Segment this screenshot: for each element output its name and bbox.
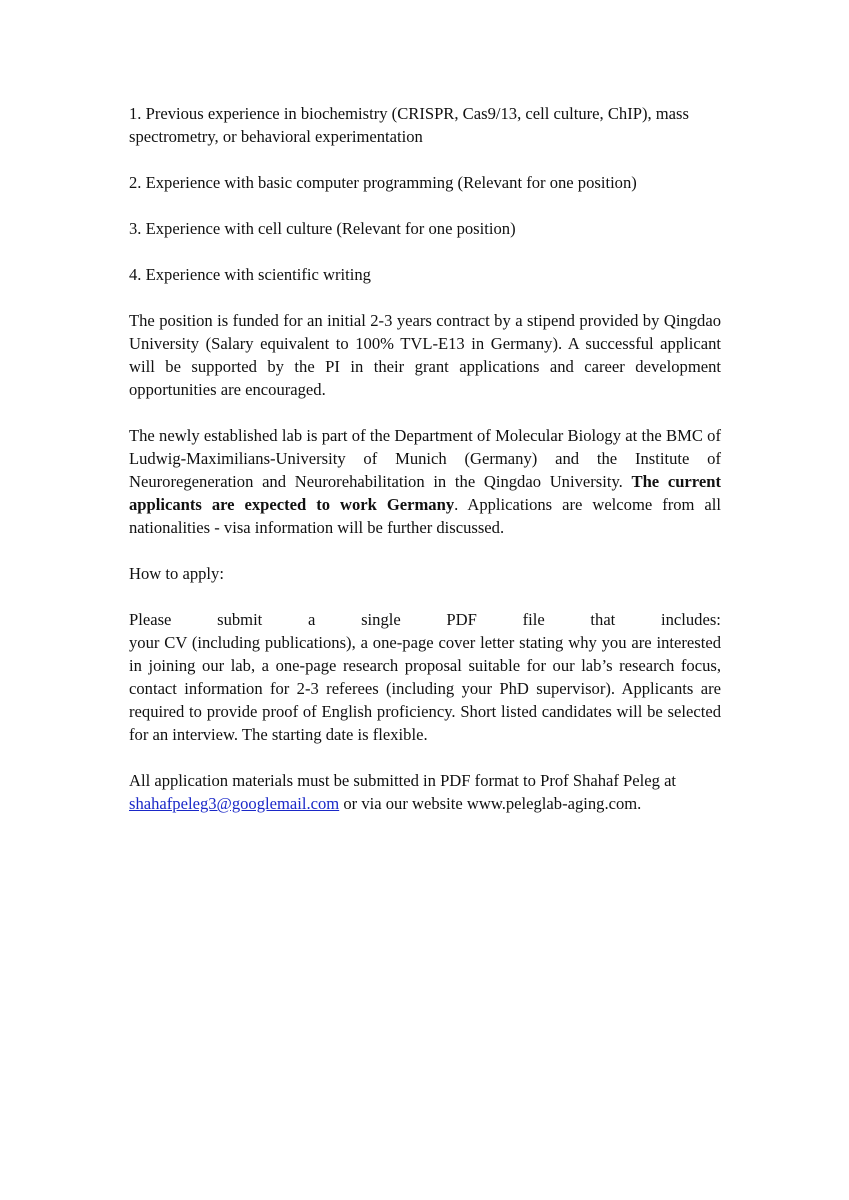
closing-text-end: or via our website www.peleglab-aging.com. xyxy=(339,794,642,813)
requirement-1: 1. Previous experience in biochemistry (CRISPR, Cas9/13, cell culture, ChIP), mass spectrometry, or behavioral experimentation xyxy=(129,104,689,146)
submit-first-line xyxy=(129,608,721,631)
word: file xyxy=(522,610,545,629)
lab-paragraph-text: The newly established lab is part of the Department of Molecular Biology at the BMC of Ludwig-Maximilians-University of Munich (Germany) and the Institute of Neuroregeneration and Neurorehabilitation in the Qingdao University. xyxy=(129,426,721,491)
closing-text: All application materials must be submitted in PDF format to Prof Shahaf Peleg at xyxy=(129,771,677,790)
word: a xyxy=(308,610,316,629)
email-link[interactable]: shahafpeleg3@googlemail.com xyxy=(129,794,340,813)
lab-paragraph-text-end: . Applications are welcome from all nationalities - visa information will be further discussed. xyxy=(129,495,721,537)
requirement-3: 3. Experience with cell culture (Relevant for one position) xyxy=(129,219,516,238)
submit-paragraph xyxy=(129,608,721,746)
word: single xyxy=(361,610,401,629)
word: PDF xyxy=(446,610,477,629)
document-body xyxy=(129,102,721,838)
word: includes: xyxy=(661,610,721,629)
word: that xyxy=(590,610,616,629)
requirement-4: 4. Experience with scientific writing xyxy=(129,265,371,284)
word: Please xyxy=(129,610,172,629)
word: submit xyxy=(217,610,263,629)
closing-paragraph xyxy=(129,769,721,815)
work-location-notice: The current applicants are expected to work Germany xyxy=(129,472,721,514)
submit-paragraph-body: your CV (including publications), a one-page cover letter stating why you are interested in joining our lab, a one-page research proposal suitable for our lab’s research focus, contact information for 2-3 referees (including your PhD supervisor). Applicants are required to provide proof of English proficiency. Short listed candidates will be selected for an interview. The starting date is flexible. xyxy=(129,633,721,744)
funding-paragraph: The position is funded for an initial 2-3 years contract by a stipend provided by Qingdao University (Salary equivalent to 100% TVL-E13 in Germany). A successful applicant will be supported by the PI in their grant applications and career development opportunities are encouraged. xyxy=(129,311,721,399)
requirement-2: 2. Experience with basic computer programming (Relevant for one position) xyxy=(129,173,637,192)
how-to-apply-heading: How to apply: xyxy=(129,564,224,583)
lab-paragraph xyxy=(129,424,721,539)
